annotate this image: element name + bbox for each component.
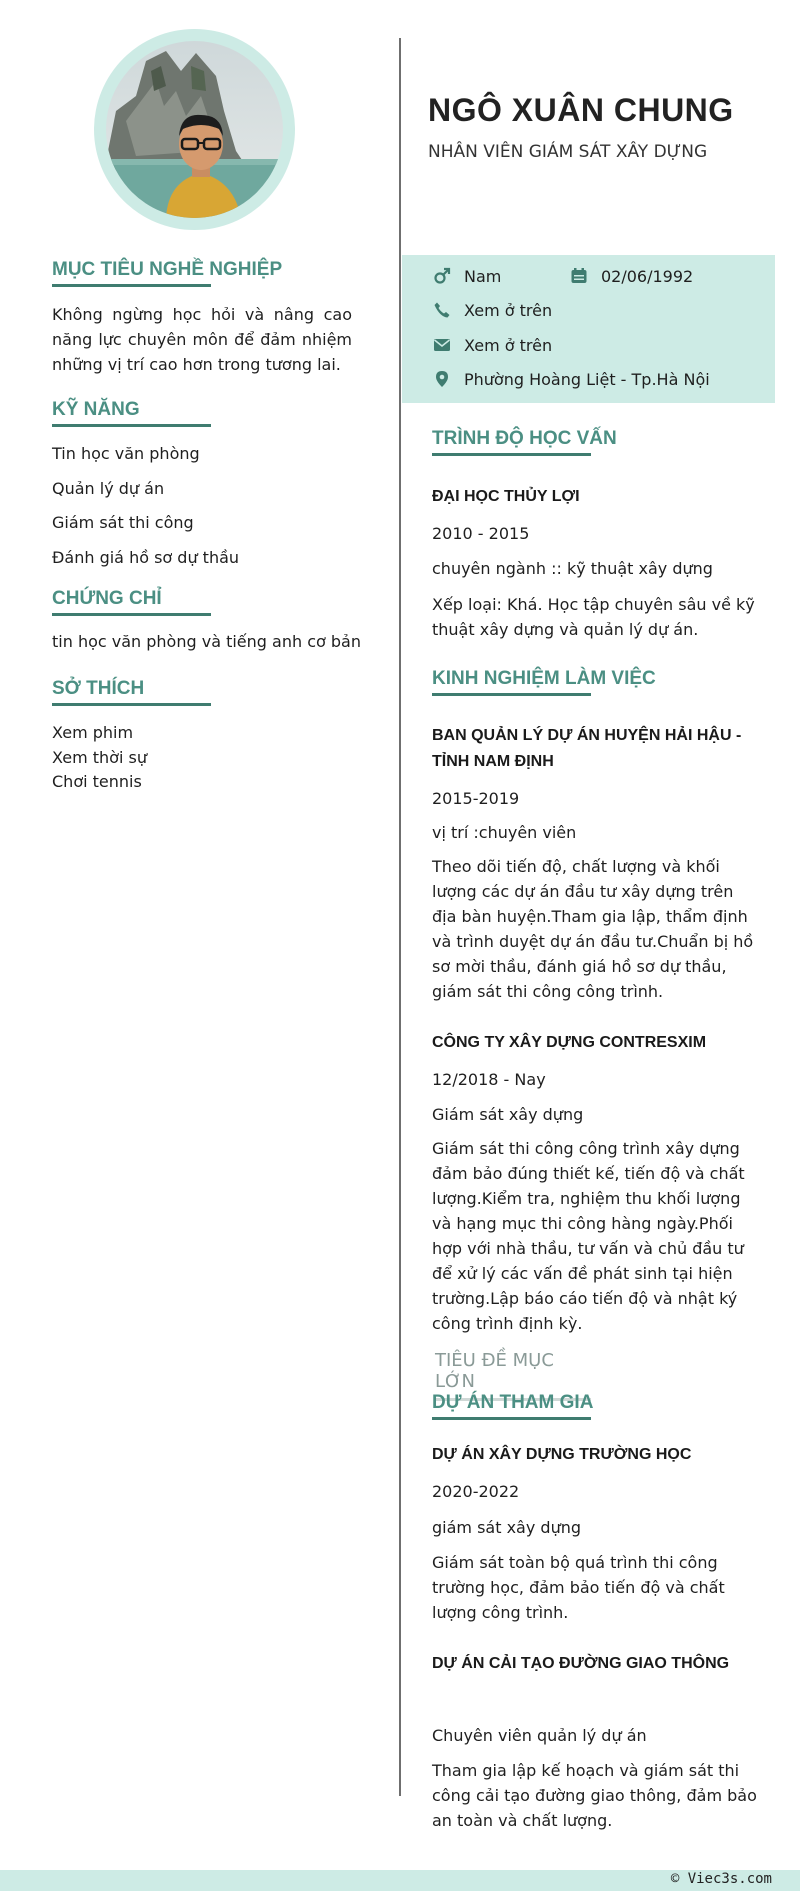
gender-row — [432, 266, 501, 286]
column-divider — [399, 38, 401, 1796]
experience-position: Giám sát xây dựng — [432, 1105, 584, 1124]
address-value: Phường Hoàng Liệt - Tp.Hà Nội — [464, 369, 710, 389]
project-period: 2020-2022 — [432, 1482, 520, 1501]
phone-icon — [432, 300, 452, 320]
calendar-icon — [569, 266, 589, 286]
placeholder-section-heading: TIÊU ĐỀ MỤC LỚN — [435, 1350, 591, 1401]
candidate-name: NGÔ XUÂN CHUNG — [428, 92, 734, 128]
experience-heading: KINH NGHIỆM LÀM VIỆC — [432, 668, 656, 696]
gender-value: Nam — [464, 266, 502, 286]
project-name: DỰ ÁN CẢI TẠO ĐƯỜNG GIAO THÔNG — [432, 1655, 730, 1672]
location-pin-icon — [432, 369, 452, 389]
experience-company: CÔNG TY XÂY DỰNG CONTRESXIM — [432, 1034, 707, 1051]
address-row — [432, 369, 710, 389]
project-name: DỰ ÁN XÂY DỰNG TRƯỜNG HỌC — [432, 1446, 692, 1463]
project-description: Tham gia lập kế hoạch và giám sát thi công cải tạo đường giao thông, đảm bảo an toàn và chất lượng. — [432, 1761, 757, 1830]
projects-heading: DỰ ÁN THAM GIA — [432, 1392, 593, 1420]
education-period: 2010 - 2015 — [432, 524, 530, 543]
skill-item: Đánh giá hồ sơ dự thầu — [52, 548, 240, 567]
footer-bar — [0, 1870, 800, 1891]
skill-item: Quản lý dự án — [52, 479, 165, 498]
hobby-item: Chơi tennis — [52, 772, 142, 791]
experience-description: Theo dõi tiến độ, chất lượng và khối lượng các dự án đầu tư xây dựng trên địa bàn huyện.Tham gia lập, thẩm định và trình duyệt dự án đầu tư.Chuẩn bị hồ sơ mời thầu, đánh giá hồ sơ dự thầu, giám sát thi công công trình. — [432, 857, 754, 1001]
profile-photo — [106, 41, 283, 218]
experience-company: BAN QUẢN LÝ DỰ ÁN HUYỆN HẢI HẬU - TỈNH NAM ĐỊNH — [432, 727, 742, 770]
experience-period: 12/2018 - Nay — [432, 1070, 546, 1089]
envelope-icon — [432, 335, 452, 355]
hobby-item: Xem thời sự — [52, 748, 147, 767]
email-row — [432, 335, 552, 355]
objective-heading: MỤC TIÊU NGHỀ NGHIỆP — [52, 259, 282, 287]
avatar — [106, 41, 283, 218]
skill-item: Tin học văn phòng — [52, 444, 200, 463]
job-title: NHÂN VIÊN GIÁM SÁT XÂY DỰNG — [428, 142, 708, 162]
skill-item: Giám sát thi công — [52, 513, 194, 532]
skills-heading: KỸ NĂNG — [52, 399, 140, 427]
education-heading: TRÌNH ĐỘ HỌC VẤN — [432, 428, 617, 456]
certificates-text: tin học văn phòng và tiếng anh cơ bản — [52, 632, 361, 651]
experience-description: Giám sát thi công công trình xây dựng đảm bảo đúng thiết kế, tiến độ và chất lượng.Kiểm tra, nghiệm thu khối lượng và hạng mục thi công hàng ngày.Phối hợp với nhà thầu, tư vấn và chủ đầu tư để xử lý các vấn đề phát sinh tại hiện trường.Lập báo cáo tiến độ và nhật ký công trình định kỳ. — [432, 1139, 745, 1333]
project-description: Giám sát toàn bộ quá trình thi công trường học, đảm bảo tiến độ và chất lượng công trình. — [432, 1553, 725, 1622]
experience-position: vị trí :chuyên viên — [432, 823, 577, 842]
project-role: Chuyên viên quản lý dự án — [432, 1726, 647, 1745]
education-major: chuyên ngành :: kỹ thuật xây dựng — [432, 559, 713, 578]
gender-icon — [432, 266, 452, 286]
phone-value: Xem ở trên — [464, 300, 553, 320]
copyright-text: © Viec3s.com — [670, 1871, 772, 1887]
school-name: ĐẠI HỌC THỦY LỢI — [432, 488, 580, 505]
contact-box — [402, 255, 775, 403]
phone-row — [432, 300, 552, 320]
education-description: Xếp loại: Khá. Học tập chuyên sâu về kỹ thuật xây dựng và quản lý dự án. — [432, 595, 755, 639]
experience-period: 2015-2019 — [432, 789, 520, 808]
birthday-row — [569, 266, 693, 286]
avatar-frame — [94, 29, 295, 230]
email-value: Xem ở trên — [464, 335, 553, 355]
project-role: giám sát xây dựng — [432, 1518, 581, 1537]
objective-text: Không ngừng học hỏi và nâng cao năng lực chuyên môn để đảm nhiệm những vị trí cao hơn trong tương lai. — [52, 305, 352, 374]
hobby-item: Xem phim — [52, 723, 134, 742]
certificates-heading: CHỨNG CHỈ — [52, 588, 162, 616]
birthday-value: 02/06/1992 — [601, 266, 694, 286]
hobbies-heading: SỞ THÍCH — [52, 678, 144, 706]
